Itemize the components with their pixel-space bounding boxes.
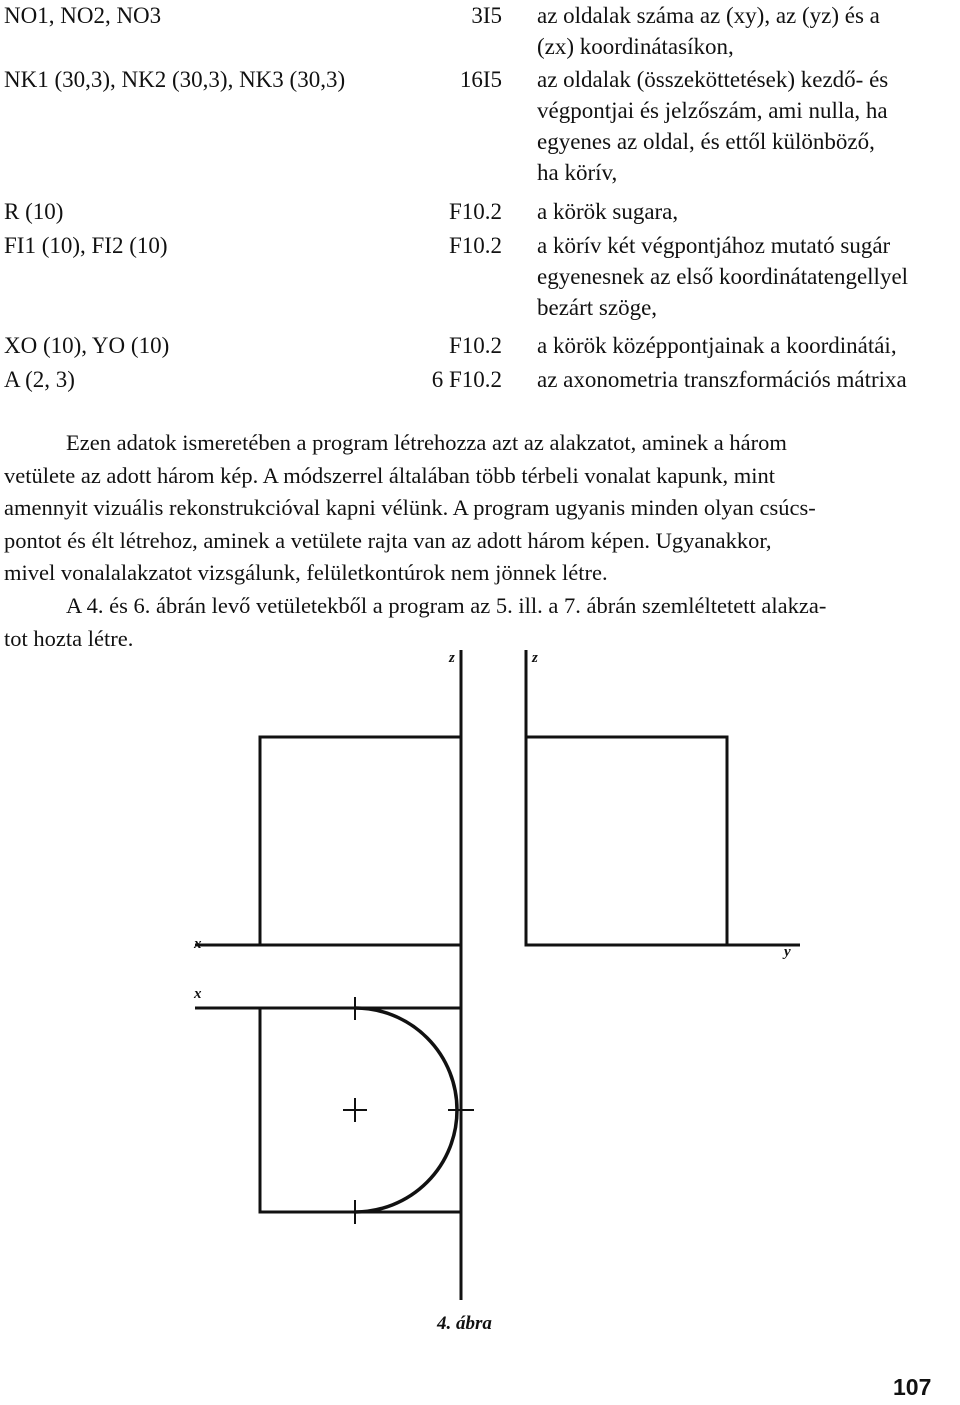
description-line: végpontjai és jelzőszám, ami nulla, ha <box>537 98 888 123</box>
variable-format: F10.2 <box>448 233 502 258</box>
paragraph-line: vetülete az adott három kép. A módszerrel általában több térbeli vonalat kapunk, mint <box>4 462 775 488</box>
description-line: a körök sugara, <box>537 199 679 224</box>
description-line: a körív két végpontjához mutató sugár <box>537 233 891 258</box>
side-view-square <box>526 737 727 945</box>
x-label-upper: x <box>194 936 202 952</box>
page-number: 107 <box>893 1374 932 1400</box>
paragraph-line: Ezen adatok ismeretében a program létrehozza azt az alakzatot, aminek a három <box>66 430 787 455</box>
paragraph-line: A 4. és 6. ábrán levő vetületekből a program az 5. ill. a 7. ábrán szemléltetett alakza- <box>66 593 827 618</box>
variable-format: 3I5 <box>471 3 502 28</box>
figure-caption: 4. ábra <box>437 1313 492 1334</box>
variable-name: FI1 (10), FI2 (10) <box>4 233 168 258</box>
description-line: ha körív, <box>537 160 618 185</box>
description-line: egyenesnek az első koordinátatengellyel <box>537 264 909 289</box>
paragraph-line: mivel vonalalakzatot vizsgálunk, felületkontúrok nem jönnek létre. <box>4 560 608 585</box>
description-line: bezárt szöge, <box>537 295 658 320</box>
variable-format: F10.2 <box>448 333 502 358</box>
y-label: y <box>784 944 791 960</box>
description-line: az axonometria transzformációs mátrixa <box>537 367 907 392</box>
z-label-right: z <box>532 650 538 666</box>
front-view-square <box>260 737 461 945</box>
description-line: egyenes az oldal, és ettől különböző, <box>537 129 875 154</box>
description-line: az oldalak száma az (xy), az (yz) és a <box>537 3 880 28</box>
variable-name: R (10) <box>4 199 64 224</box>
variable-format: 16I5 <box>459 67 502 92</box>
description-line: (zx) koordinátasíkon, <box>537 34 734 59</box>
paragraph-line: amennyit vizuális rekonstrukcióval kapni vélünk. A program ugyanis minden olyan csúcs- <box>4 495 816 520</box>
variable-name: NO1, NO2, NO3 <box>4 3 162 28</box>
variable-format: 6 F10.2 <box>431 367 502 392</box>
z-label-left: z <box>449 650 455 666</box>
paragraph-line: tot hozta létre. <box>4 625 134 651</box>
description-line: a körök középpontjainak a koordinátái, <box>537 333 897 358</box>
variable-name: A (2, 3) <box>4 367 75 392</box>
x-label-lower: x <box>194 986 202 1002</box>
top-view-arc <box>355 1008 457 1212</box>
variable-name: NK1 (30,3), NK2 (30,3), NK3 (30,3) <box>4 67 346 92</box>
variable-format: F10.2 <box>448 199 502 224</box>
variable-name: XO (10), YO (10) <box>4 333 170 358</box>
paragraph-line: pontot és élt létrehoz, aminek a vetülete rajta van az adott három képen. Ugyanakkor, <box>4 527 772 553</box>
description-line: az oldalak (összeköttetések) kezdő- és <box>537 67 889 92</box>
